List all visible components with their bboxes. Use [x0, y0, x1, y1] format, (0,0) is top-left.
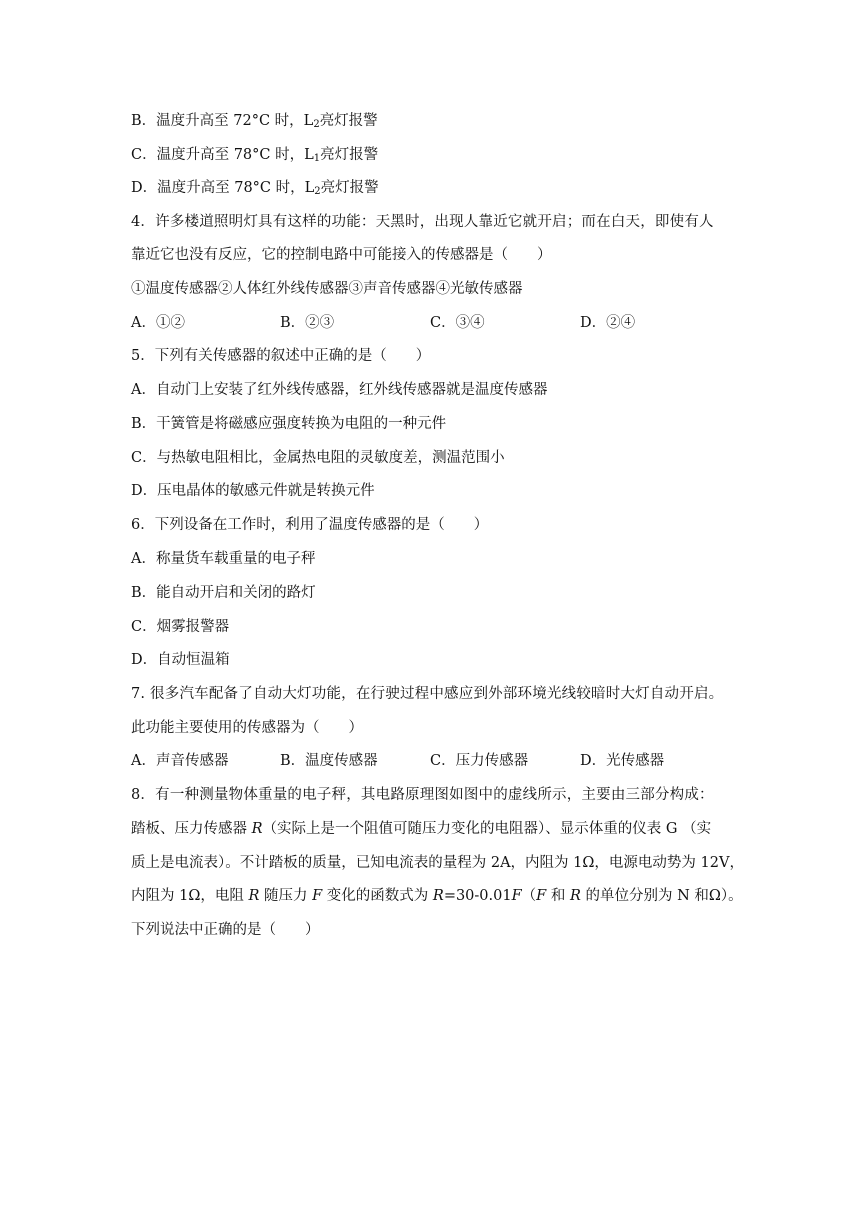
q5-option-d: D．压电晶体的敏感元件就是转换元件 — [131, 483, 375, 499]
q8-stem-line4 — [131, 886, 743, 906]
q4-stem-line2: 靠近它也没有反应，它的控制电路中可能接入的传感器是（ ） — [131, 247, 552, 263]
q8-stem-line2 — [131, 819, 711, 839]
q5-option-c: C．与热敏电阻相比，金属热电阻的灵敏度差，测温范围小 — [131, 450, 505, 466]
q5-option-b: B．干簧管是将磁感应强度转换为电阻的一种元件 — [131, 416, 447, 432]
q7-stem-line1: 7. 很多汽车配备了自动大灯功能，在行驶过程中感应到外部环境光线较暗时大灯自动开启。 — [131, 686, 724, 702]
q3-option-c-tail: 亮灯报警 — [320, 147, 379, 163]
q8-text: 和 — [546, 888, 570, 904]
var-f: F — [312, 888, 323, 904]
q8-stem-line3: 质上是电流表）。不计踏板的质量，已知电流表的量程为 2A，内阻为 1Ω，电源电动势为 12V， — [131, 855, 744, 871]
q3-option-d — [131, 178, 379, 202]
var-r: R — [432, 888, 444, 904]
q7-option-d: D．光传感器 — [580, 753, 665, 769]
q7-option-b: B．温度传感器 — [280, 753, 378, 769]
q4-stem-line1: 4．许多楼道照明灯具有这样的功能：天黑时，出现人靠近它就开启；而在白天，即使有人 — [131, 214, 714, 230]
q8-text: 踏板、压力传感器 — [131, 821, 252, 837]
q8-stem-line1: 8．有一种测量物体重量的电子秤，其电路原理图如图中的虚线所示，主要由三部分构成： — [131, 787, 714, 803]
subscript: 1 — [313, 153, 321, 164]
q6-option-a: A．称量货车载重量的电子秤 — [131, 551, 316, 567]
q3-option-d-tail: 亮灯报警 — [320, 180, 379, 196]
q8-text: 内阻为 1Ω，电阻 — [131, 888, 249, 904]
q4-option-d: D．②④ — [580, 315, 636, 331]
q3-option-b-text: B．温度升高至 72°C 时，L — [131, 113, 314, 129]
q4-option-b: B．②③ — [280, 315, 335, 331]
var-r: R — [248, 888, 260, 904]
q4-option-c: C．③④ — [430, 315, 485, 331]
var-f: F — [511, 888, 522, 904]
q3-option-d-text: D．温度升高至 78°C 时，L — [131, 180, 315, 196]
q5-stem: 5．下列有关传感器的叙述中正确的是（ ） — [131, 348, 431, 364]
q6-stem: 6．下列设备在工作时，利用了温度传感器的是（ ） — [131, 517, 489, 533]
q3-option-b — [131, 111, 378, 135]
var-f: F — [536, 888, 547, 904]
q3-option-c — [131, 145, 378, 169]
q4-items: ①温度传感器②人体红外线传感器③声音传感器④光敏传感器 — [131, 281, 523, 297]
q3-option-b-tail: 亮灯报警 — [319, 113, 378, 129]
q6-option-c: C．烟雾报警器 — [131, 619, 230, 635]
q8-text: 的单位分别为 N 和Ω）。 — [580, 888, 743, 904]
q8-text: （实际上是一个阻值可随压力变化的电阻器）、显示体重的仪表 G （实 — [262, 821, 712, 837]
q8-stem-line5: 下列说法中正确的是（ ） — [131, 922, 320, 938]
q7-stem-line2: 此功能主要使用的传感器为（ ） — [131, 720, 363, 736]
q8-text: 变化的函数式为 — [322, 888, 433, 904]
subscript: 2 — [313, 119, 320, 130]
q8-text: =30-0.01 — [443, 888, 512, 904]
q8-text: 随压力 — [259, 888, 313, 904]
q4-option-a: A．①② — [131, 315, 185, 331]
q5-option-a: A．自动门上安装了红外线传感器，红外线传感器就是温度传感器 — [131, 382, 548, 398]
var-r: R — [569, 888, 581, 904]
q7-option-a: A．声音传感器 — [131, 753, 229, 769]
q6-option-d: D．自动恒温箱 — [131, 652, 230, 668]
q3-option-c-text: C．温度升高至 78°C 时，L — [131, 147, 314, 163]
subscript: 2 — [314, 186, 321, 197]
q7-option-c: C．压力传感器 — [430, 753, 529, 769]
q6-option-b: B．能自动开启和关闭的路灯 — [131, 585, 316, 601]
var-r: R — [251, 821, 263, 837]
q8-text: （ — [521, 888, 537, 904]
